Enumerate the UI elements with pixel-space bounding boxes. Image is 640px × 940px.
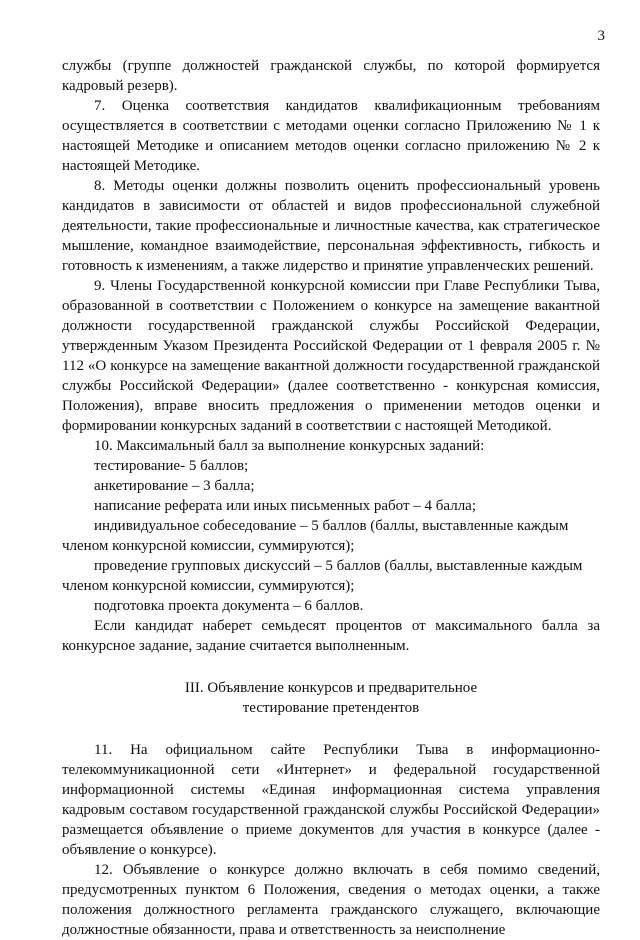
score-item-testing: тестирование- 5 баллов; — [94, 458, 249, 474]
paragraph-7: 7. Оценка соответствия кандидатов квалификационным требованиям осуществляется в соответствии с методами оценки согласно Приложению № 1 к настоящей Методике и описанием методов оценки согласно приложению № 2 к настоящей Методике. — [62, 98, 600, 174]
section-heading-line-2: тестирование претендентов — [242, 700, 420, 716]
score-item-questionnaire: анкетирование – 3 балла; — [94, 478, 255, 494]
score-item-group-discussion: проведение групповых дискуссий – 5 баллов (баллы, выставленные каждым членом конкурсной комиссии, суммируются); — [62, 558, 583, 594]
document-body — [62, 56, 600, 940]
paragraph-10-conclusion: Если кандидат наберет семьдесят процентов от максимального балла за конкурсное задание, задание считается выполненным. — [62, 618, 600, 654]
paragraph-8: 8. Методы оценки должны позволить оценить профессиональный уровень кандидатов в зависимости от областей и видов профессиональной служебной деятельности, такие профессиональные и личностные качества, как стратегическое мышление, командное взаимодействие, персональная эффективность, гибкость и готовность к изменениям, а также лидерство и принятие управленческих решений. — [62, 178, 600, 274]
score-item-essay: написание реферата или иных письменных работ – 4 балла; — [94, 498, 477, 514]
section-heading — [62, 678, 600, 718]
score-item-interview: индивидуальное собеседование – 5 баллов (баллы, выставленные каждым членом конкурсной комиссии, суммируются); — [62, 518, 569, 554]
score-item-draft-document: подготовка проекта документа – 6 баллов. — [94, 598, 364, 614]
page-number: 3 — [597, 28, 605, 44]
paragraph-11: 11. На официальном сайте Республики Тыва в информационно-телекоммуникационной сети «Интернет» и федеральной государственной информационной системы «Единая информационная система управления кадровым составом государственной гражданской службы Российской Федерации» размещается объявление о приеме документов для участия в конкурсе (далее - объявление о конкурсе). — [62, 742, 600, 858]
paragraph-9: 9. Члены Государственной конкурсной комиссии при Главе Республики Тыва, образованной в соответствии с Положением о конкурсе на замещение вакантной должности государственной гражданской службы Российской Федерации, утвержденным Указом Президента Российской Федерации от 1 февраля 2005 г. № 112 «О конкурсе на замещение вакантной должности государственной гражданской службы Российской Федерации» (далее соответственно - конкурсная комиссия, Положения), вправе вносить предложения о применении методов оценки и формировании конкурсных заданий в соответствии с настоящей Методикой. — [62, 278, 600, 434]
section-heading-line-1: III. Объявление конкурсов и предварительное — [184, 680, 478, 696]
paragraph-12: 12. Объявление о конкурсе должно включать в себя помимо сведений, предусмотренных пунктом 6 Положения, сведения о методах оценки, а также положения должностного регламента гражданского служащего, включающие должностные обязанности, права и ответственность за неисполнение — [62, 862, 600, 938]
paragraph-continuation: службы (группе должностей гражданской службы, по которой формируется кадровый резерв). — [62, 58, 600, 94]
paragraph-10-intro: 10. Максимальный балл за выполнение конкурсных заданий: — [94, 438, 485, 454]
